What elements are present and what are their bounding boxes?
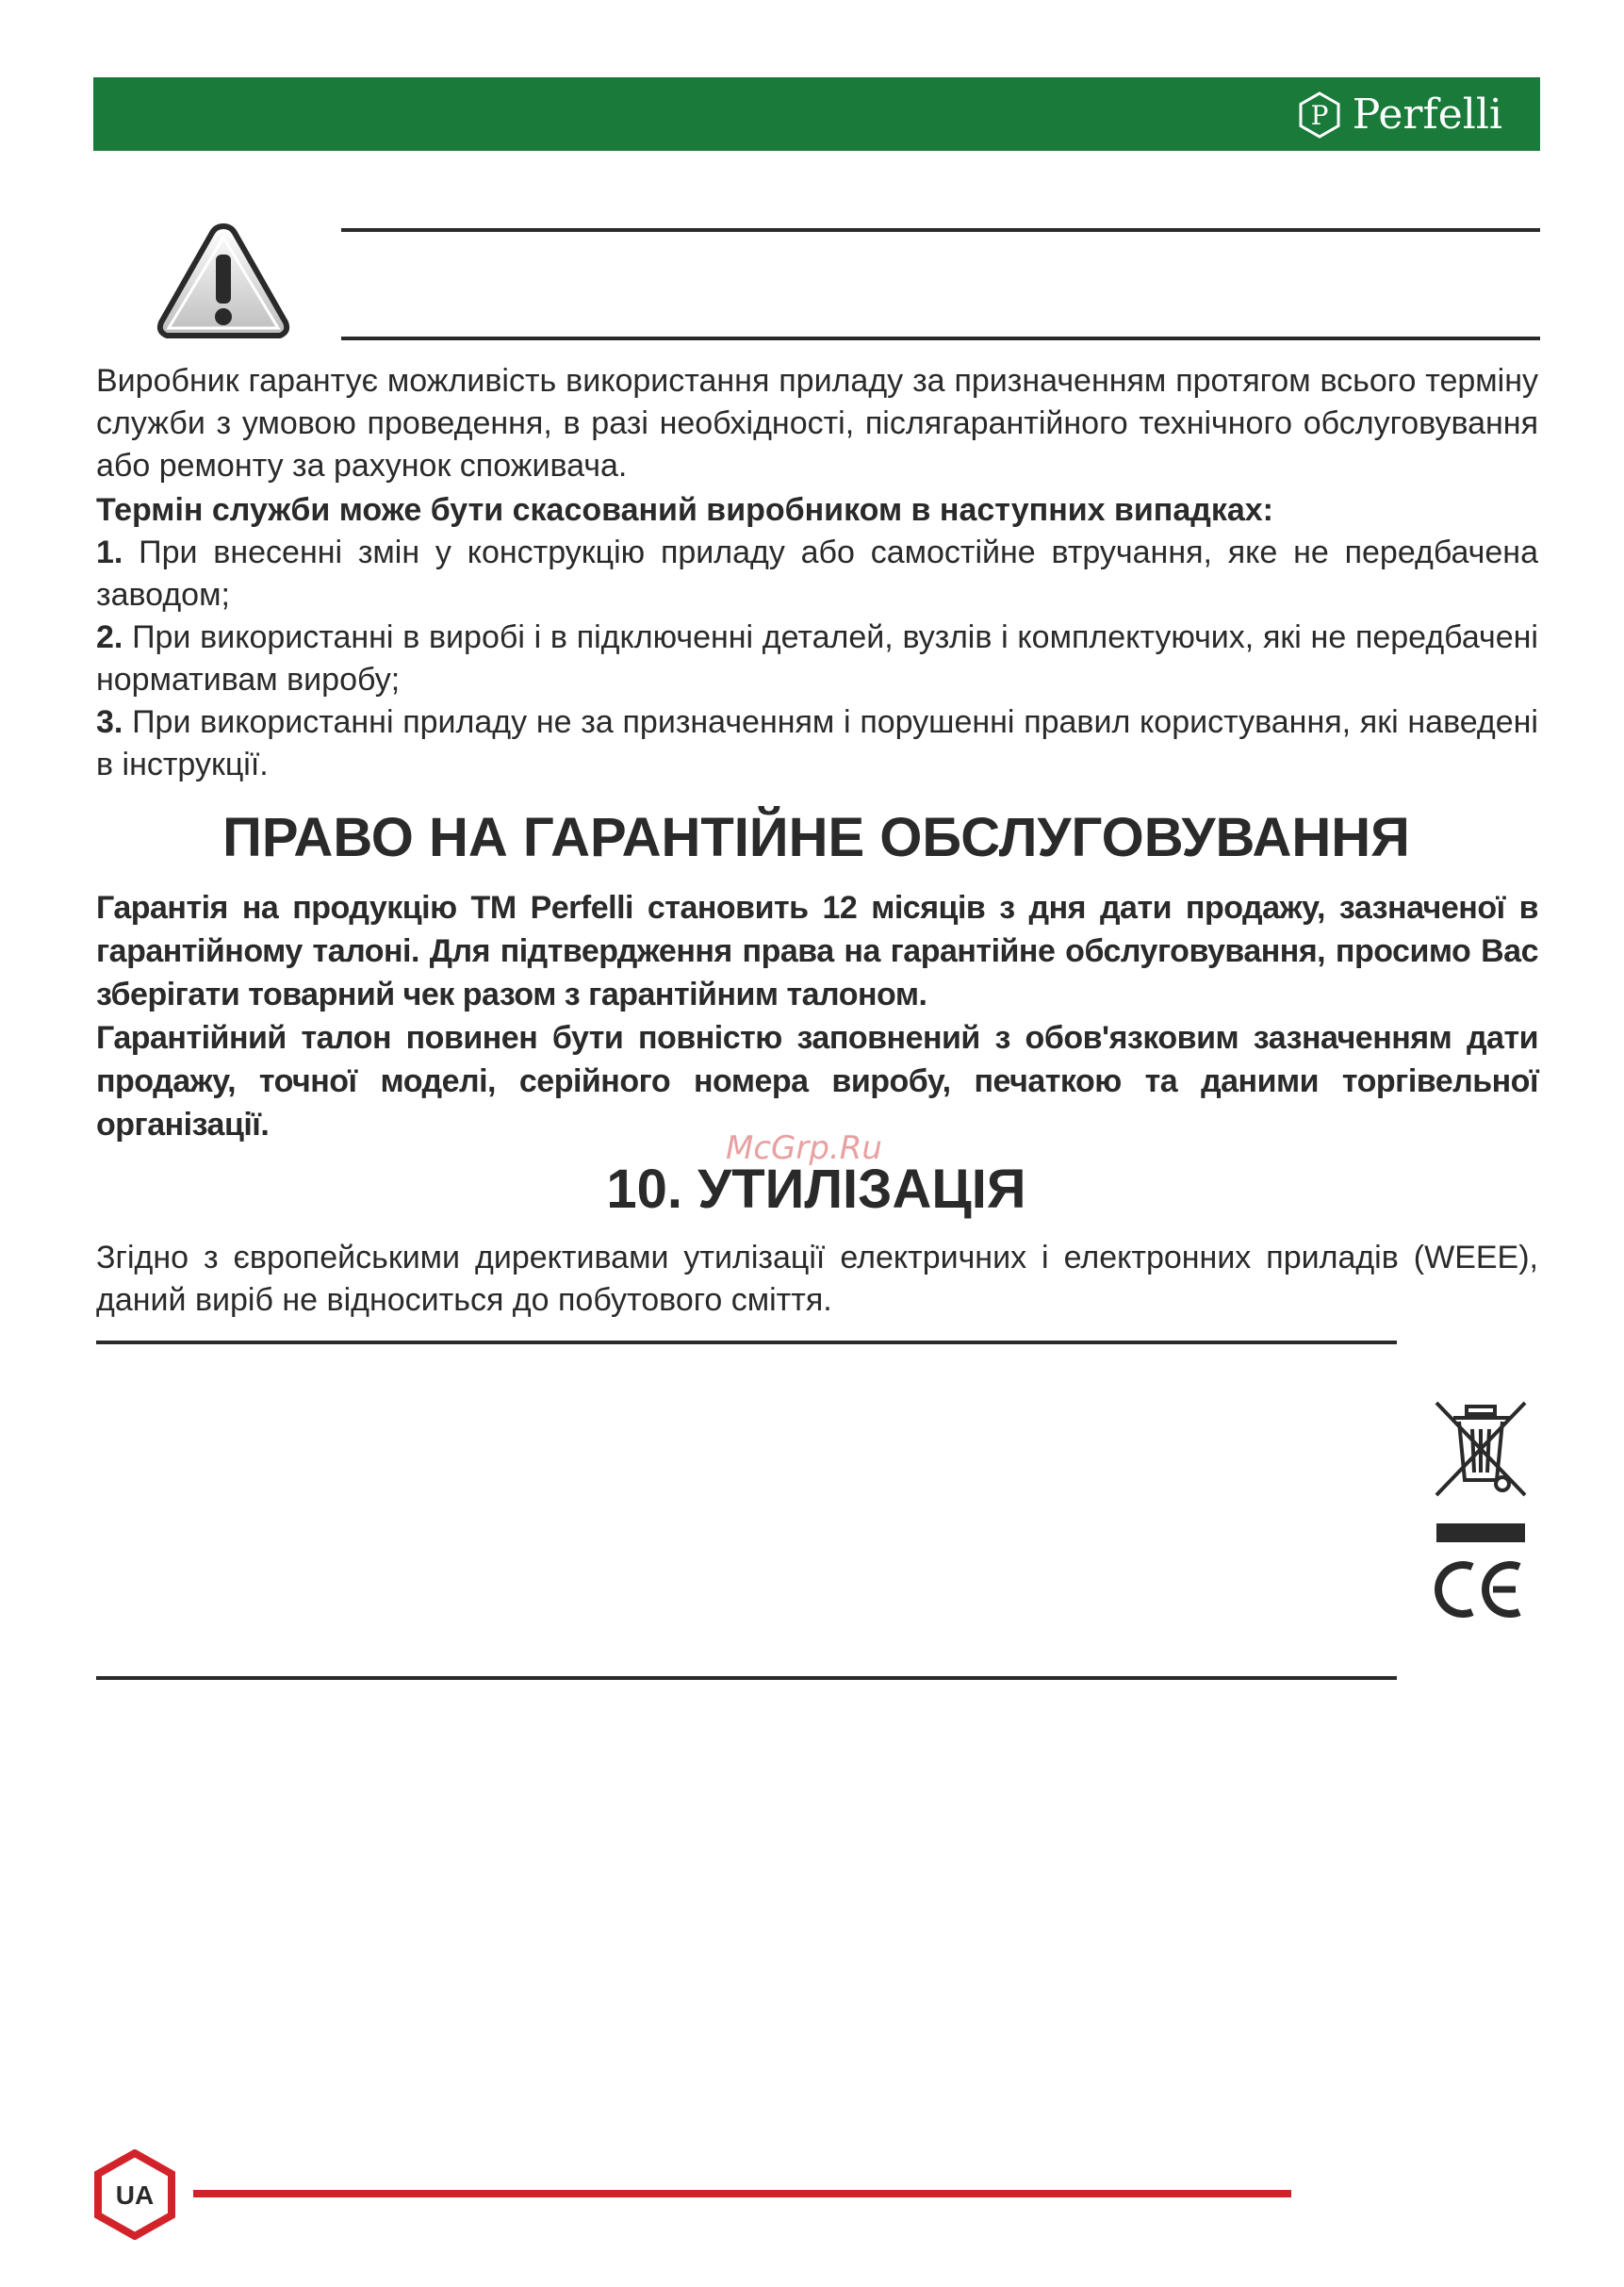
divider-top (341, 228, 1540, 232)
intro-section (96, 360, 1538, 786)
list-item-number: 3. (96, 704, 123, 740)
list-item (96, 701, 1538, 786)
list-item-text: При використанні в виробі і в підключенні деталей, вузлів і комплектуючих, які не передбачені нормативам виробу; (96, 619, 1538, 698)
weee-bin-icon (1431, 1397, 1531, 1501)
svg-text:P: P (1310, 99, 1329, 131)
lang-badge-text: UA (115, 2180, 155, 2210)
brand-logo (1296, 90, 1502, 139)
list-item (96, 532, 1538, 617)
warranty-paragraph-2: Гарантійний талон повинен бути повністю заповнений з обов'язковим зазначенням дати продажу, точної моделі, серійного номера виробу, печаткою та даними торгівельної організації. (96, 1020, 1538, 1143)
list-item-number: 2. (96, 619, 123, 655)
disposal-title: 10. УТИЛІЗАЦІЯ (606, 1159, 1026, 1220)
footer-red-line (193, 2190, 1291, 2197)
watermark: McGrp.Ru (726, 1129, 882, 1167)
weee-bar (1436, 1523, 1525, 1542)
list-item-number: 1. (96, 535, 123, 570)
divider-top-2 (341, 337, 1540, 340)
warranty-paragraph-1: Гарантія на продукцію ТМ Perfelli становить 12 місяців з дня дати продажу, зазначеної в гарантійному талоні. Для підтвердження права на гарантійне обслуговування, просимо Вас зберігати товарний чек разом з гарантійним талоном. (96, 890, 1538, 1012)
disposal-paragraph: Згідно з європейськими директивами утилізації електричних і електронних приладів (WEEE), даний виріб не відноситься до побутового сміття. (96, 1240, 1538, 1318)
ce-mark-icon (1435, 1557, 1527, 1621)
divider-disposal-top (96, 1341, 1397, 1344)
list-item-text: При використанні приладу не за призначенням і порушенні правил користування, які наведені в інструкції. (96, 704, 1538, 782)
warning-icon (156, 221, 291, 343)
list-item (96, 617, 1538, 701)
warranty-title: ПРАВО НА ГАРАНТІЙНЕ ОБСЛУГОВУВАННЯ (222, 807, 1410, 868)
list-item-text: При внесенні змін у конструкцію приладу або самостійне втручання, яке не передбачена заводом; (96, 535, 1538, 613)
ua-badge-icon (92, 2149, 177, 2240)
warranty-section (96, 886, 1538, 1146)
header-bar (93, 77, 1540, 151)
brand-name: Perfelli (1352, 90, 1502, 139)
perfelli-logo-icon (1296, 91, 1343, 139)
divider-disposal-bottom (96, 1676, 1397, 1680)
cancel-heading: Термін служби може бути скасований виробником в наступних випадках: (96, 492, 1273, 528)
intro-paragraph: Виробник гарантує можливість використання приладу за призначенням протягом всього терміну служби з умовою проведення, в разі необхідності, післягарантійного технічного обслуговування або ремонту за рахунок споживача. (96, 363, 1538, 484)
